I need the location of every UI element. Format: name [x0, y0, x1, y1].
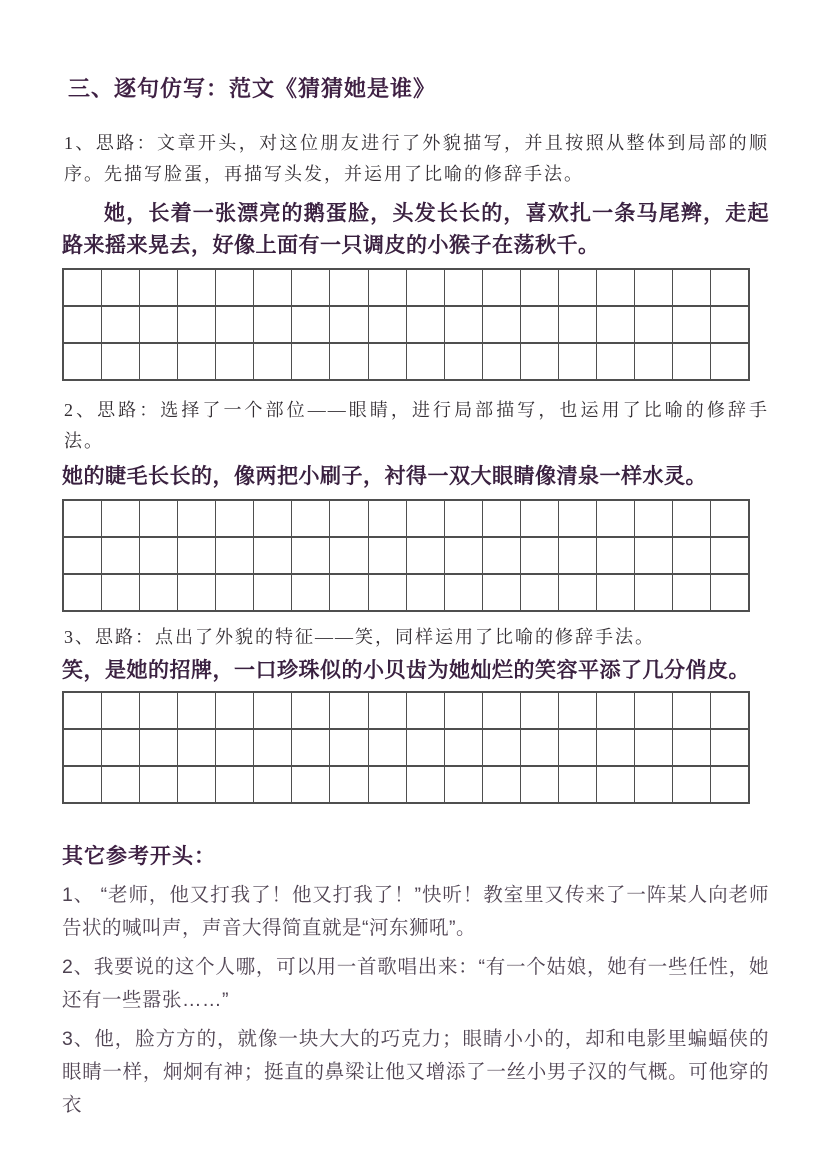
writing-grid-cell	[520, 538, 558, 573]
writing-grid-cell	[558, 693, 596, 728]
writing-grid-cell	[672, 767, 710, 802]
writing-grid-cell	[64, 270, 101, 305]
writing-grid-cell	[329, 344, 367, 379]
writing-grid-cell	[253, 307, 291, 342]
writing-grid-cell	[558, 307, 596, 342]
writing-grid-cell	[482, 767, 520, 802]
writing-grid-cell	[64, 767, 101, 802]
writing-grid-cell	[672, 501, 710, 536]
writing-grid-cell	[177, 344, 215, 379]
writing-grid-cell	[215, 270, 253, 305]
writing-grid-cell	[101, 270, 139, 305]
writing-grid-cell	[520, 767, 558, 802]
writing-grid-2	[62, 499, 750, 612]
writing-grid-3	[62, 691, 750, 804]
writing-grid-cell	[634, 575, 672, 610]
writing-grid-cell	[596, 344, 634, 379]
writing-grid-cell	[64, 730, 101, 765]
writing-grid-cell	[368, 730, 406, 765]
writing-grid-cell	[444, 270, 482, 305]
writing-grid-cell	[482, 501, 520, 536]
writing-grid-cell	[558, 730, 596, 765]
writing-grid-cell	[710, 307, 748, 342]
writing-grid-cell	[710, 730, 748, 765]
writing-grid-cell	[634, 767, 672, 802]
writing-grid-cell	[101, 767, 139, 802]
writing-grid-cell	[672, 693, 710, 728]
writing-grid-cell	[291, 538, 329, 573]
writing-grid-cell	[215, 307, 253, 342]
writing-grid-cell	[177, 307, 215, 342]
writing-grid-cell	[368, 538, 406, 573]
writing-grid-cell	[406, 730, 444, 765]
writing-grid-cell	[482, 344, 520, 379]
writing-grid-cell	[444, 730, 482, 765]
writing-grid-cell	[177, 538, 215, 573]
writing-grid-cell	[634, 730, 672, 765]
writing-grid-cell	[406, 307, 444, 342]
writing-grid-cell	[558, 270, 596, 305]
writing-grid-cell	[101, 307, 139, 342]
writing-grid-cell	[596, 307, 634, 342]
writing-grid-cell	[64, 538, 101, 573]
writing-grid-cell	[139, 501, 177, 536]
section-sentence-1	[62, 128, 769, 381]
writing-grid-cell	[368, 501, 406, 536]
writing-grid-cell	[329, 307, 367, 342]
writing-grid-cell	[253, 767, 291, 802]
writing-grid-row	[64, 765, 748, 802]
writing-grid-cell	[596, 730, 634, 765]
writing-grid-cell	[368, 575, 406, 610]
writing-grid-cell	[406, 538, 444, 573]
writing-grid-cell	[710, 344, 748, 379]
writing-grid-cell	[64, 575, 101, 610]
writing-grid-cell	[634, 307, 672, 342]
writing-grid-cell	[139, 344, 177, 379]
writing-grid-cell	[253, 730, 291, 765]
writing-grid-cell	[558, 344, 596, 379]
writing-grid-cell	[710, 693, 748, 728]
writing-grid-cell	[139, 538, 177, 573]
writing-grid-cell	[177, 270, 215, 305]
writing-grid-cell	[444, 344, 482, 379]
writing-grid-cell	[482, 270, 520, 305]
writing-grid-row	[64, 693, 748, 728]
reference-opening-3: 3、他，脸方方的，就像一块大大的巧克力；眼睛小小的，却和电影里蝙蝠侠的眼睛一样，炯炯有神；挺直的鼻梁让他又增添了一丝小男子汉的气概。可他穿的衣	[62, 1028, 769, 1116]
writing-grid-cell	[368, 307, 406, 342]
writing-grid-cell	[710, 501, 748, 536]
writing-grid-cell	[634, 501, 672, 536]
writing-grid-cell	[291, 344, 329, 379]
writing-grid-cell	[139, 767, 177, 802]
writing-grid-cell	[215, 767, 253, 802]
writing-grid-cell	[596, 693, 634, 728]
writing-grid-cell	[329, 501, 367, 536]
writing-grid-cell	[101, 344, 139, 379]
writing-grid-cell	[406, 344, 444, 379]
writing-grid-cell	[177, 501, 215, 536]
writing-grid-cell	[368, 767, 406, 802]
writing-grid-cell	[482, 730, 520, 765]
writing-grid-cell	[520, 730, 558, 765]
thinking-note-1: 1、思路：文章开头，对这位朋友进行了外貌描写，并且按照从整体到局部的顺序。先描写脸蛋，再描写头发，并运用了比喻的修辞手法。	[64, 133, 769, 184]
writing-grid-cell	[482, 538, 520, 573]
writing-grid-cell	[520, 693, 558, 728]
writing-grid-row	[64, 270, 748, 305]
writing-grid-cell	[596, 501, 634, 536]
writing-grid-cell	[101, 693, 139, 728]
page-title: 三、逐句仿写：范文《猜猜她是谁》	[68, 76, 437, 101]
reference-opening-1: 1、 “老师，他又打我了！他又打我了！”快听！教室里又传来了一阵某人向老师告状的喊叫声，声音大得简直就是“河东狮吼”。	[62, 884, 769, 939]
writing-grid-cell	[672, 730, 710, 765]
writing-grid-cell	[710, 767, 748, 802]
writing-grid-cell	[520, 575, 558, 610]
writing-grid-cell	[64, 693, 101, 728]
writing-grid-cell	[634, 538, 672, 573]
writing-grid-cell	[558, 767, 596, 802]
writing-grid-cell	[444, 693, 482, 728]
writing-grid-cell	[520, 270, 558, 305]
writing-grid-cell	[482, 693, 520, 728]
writing-grid-cell	[215, 730, 253, 765]
writing-grid-cell	[101, 538, 139, 573]
writing-grid-1	[62, 268, 750, 381]
writing-grid-cell	[672, 307, 710, 342]
reference-opening-2: 2、我要说的这个人哪，可以用一首歌唱出来：“有一个姑娘，她有一些任性，她还有一些嚣张……”	[62, 956, 769, 1011]
writing-grid-cell	[215, 344, 253, 379]
writing-grid-cell	[291, 575, 329, 610]
writing-grid-cell	[177, 575, 215, 610]
writing-grid-cell	[558, 501, 596, 536]
writing-grid-cell	[406, 693, 444, 728]
writing-grid-cell	[215, 575, 253, 610]
writing-grid-cell	[710, 270, 748, 305]
writing-grid-cell	[64, 344, 101, 379]
writing-grid-cell	[215, 538, 253, 573]
writing-grid-cell	[558, 575, 596, 610]
writing-grid-cell	[64, 501, 101, 536]
section-sentence-3	[62, 622, 769, 804]
writing-grid-cell	[177, 693, 215, 728]
writing-grid-cell	[139, 693, 177, 728]
writing-grid-cell	[329, 270, 367, 305]
writing-grid-cell	[596, 767, 634, 802]
writing-grid-cell	[291, 693, 329, 728]
writing-grid-cell	[710, 575, 748, 610]
writing-grid-cell	[672, 575, 710, 610]
writing-grid-cell	[329, 575, 367, 610]
writing-grid-cell	[444, 501, 482, 536]
thinking-note-3: 3、思路：点出了外貌的特征——笑，同样运用了比喻的修辞手法。	[64, 627, 655, 647]
writing-grid-cell	[520, 501, 558, 536]
writing-grid-cell	[139, 307, 177, 342]
writing-grid-cell	[444, 575, 482, 610]
writing-grid-cell	[177, 730, 215, 765]
writing-grid-cell	[482, 307, 520, 342]
writing-grid-cell	[368, 344, 406, 379]
writing-grid-cell	[329, 767, 367, 802]
model-sentence-1: 她，长着一张漂亮的鹅蛋脸，头发长长的，喜欢扎一条马尾辫，走起路来摇来晃去，好像上面有一只调皮的小猴子在荡秋千。	[62, 202, 769, 257]
writing-grid-cell	[329, 730, 367, 765]
writing-grid-cell	[101, 501, 139, 536]
writing-grid-cell	[596, 270, 634, 305]
writing-grid-row	[64, 573, 748, 610]
writing-grid-cell	[634, 270, 672, 305]
writing-grid-cell	[291, 501, 329, 536]
writing-grid-cell	[672, 538, 710, 573]
writing-grid-cell	[101, 730, 139, 765]
thinking-note-2: 2、思路：选择了一个部位——眼睛，进行局部描写，也运用了比喻的修辞手法。	[64, 400, 769, 451]
writing-grid-cell	[368, 270, 406, 305]
writing-grid-cell	[253, 693, 291, 728]
writing-grid-cell	[139, 730, 177, 765]
writing-grid-row	[64, 536, 748, 573]
writing-grid-cell	[520, 307, 558, 342]
writing-grid-cell	[139, 575, 177, 610]
writing-grid-cell	[253, 344, 291, 379]
writing-grid-row	[64, 728, 748, 765]
writing-grid-cell	[101, 575, 139, 610]
writing-grid-cell	[291, 730, 329, 765]
writing-grid-cell	[596, 538, 634, 573]
writing-grid-row	[64, 501, 748, 536]
writing-grid-cell	[558, 538, 596, 573]
writing-grid-cell	[253, 270, 291, 305]
writing-grid-cell	[329, 538, 367, 573]
writing-grid-cell	[215, 693, 253, 728]
writing-grid-cell	[253, 538, 291, 573]
writing-grid-cell	[368, 693, 406, 728]
writing-grid-row	[64, 305, 748, 342]
writing-grid-cell	[215, 501, 253, 536]
writing-grid-cell	[406, 767, 444, 802]
writing-grid-cell	[139, 270, 177, 305]
writing-grid-cell	[64, 307, 101, 342]
writing-grid-row	[64, 342, 748, 379]
writing-grid-cell	[406, 575, 444, 610]
writing-grid-cell	[634, 693, 672, 728]
writing-grid-cell	[444, 307, 482, 342]
writing-grid-cell	[291, 767, 329, 802]
section-sentence-2	[62, 395, 769, 612]
writing-grid-cell	[596, 575, 634, 610]
writing-grid-cell	[634, 344, 672, 379]
writing-grid-cell	[672, 344, 710, 379]
writing-grid-cell	[291, 270, 329, 305]
writing-grid-cell	[444, 767, 482, 802]
other-openings-heading: 其它参考开头：	[62, 845, 216, 868]
writing-grid-cell	[482, 575, 520, 610]
writing-grid-cell	[406, 270, 444, 305]
writing-grid-cell	[329, 693, 367, 728]
writing-grid-cell	[177, 767, 215, 802]
writing-grid-cell	[291, 307, 329, 342]
writing-grid-cell	[710, 538, 748, 573]
writing-grid-cell	[406, 501, 444, 536]
writing-grid-cell	[520, 344, 558, 379]
writing-grid-cell	[253, 501, 291, 536]
writing-grid-cell	[672, 270, 710, 305]
model-sentence-2: 她的睫毛长长的，像两把小刷子，衬得一双大眼睛像清泉一样水灵。	[62, 465, 707, 488]
model-sentence-3: 笑，是她的招牌，一口珍珠似的小贝齿为她灿烂的笑容平添了几分俏皮。	[62, 659, 750, 682]
writing-grid-cell	[253, 575, 291, 610]
writing-grid-cell	[444, 538, 482, 573]
